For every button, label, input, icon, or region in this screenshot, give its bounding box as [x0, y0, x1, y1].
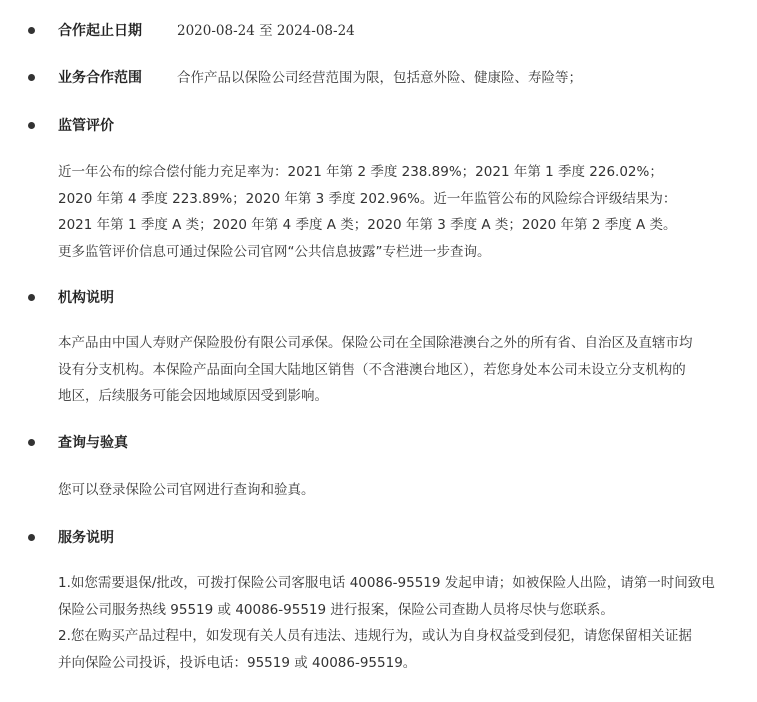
- query-verification-text: [58, 477, 728, 504]
- section-label: 监管评价: [58, 118, 114, 134]
- regulatory-evaluation-text: [58, 159, 728, 265]
- paragraph-line: 并向保险公司投诉，投诉电话：95519 或 40086-95519。: [58, 654, 417, 671]
- section-label: 查询与验真: [58, 435, 128, 451]
- bullet-icon: [28, 122, 35, 129]
- paragraph-line: 2021 年第 1 季度 A 类；2020 年第 4 季度 A 类；2020 年第 3 季度 A 类；2020 年第 2 季度 A 类。: [58, 217, 677, 233]
- service-info-text: [58, 570, 728, 676]
- bullet-icon: [28, 439, 35, 446]
- institution-info-text: [58, 330, 728, 410]
- paragraph-line: 2020 年第 4 季度 223.89%；2020 年第 3 季度 202.96%。近一年监管公布的风险综合评级结果为：: [58, 190, 677, 207]
- section-label: 机构说明: [58, 290, 114, 306]
- bullet-icon: [28, 74, 35, 81]
- business-scope-value: 合作产品以保险公司经营范围为限，包括意外险、健康险、寿险等；: [177, 70, 582, 86]
- paragraph-line: 保险公司服务热线 95519 或 40086-95519 进行报案，保险公司查勘人员将尽快与您联系。: [58, 601, 614, 618]
- section-label: 业务合作范围: [58, 70, 142, 86]
- paragraph-line: 近一年公布的综合偿付能力充足率为：2021 年第 2 季度 238.89%；2021 年第 1 季度 226.02%；: [58, 164, 663, 180]
- section-label: 服务说明: [58, 530, 114, 546]
- paragraph-line: 地区，后续服务可能会因地域原因受到影响。: [58, 388, 328, 404]
- paragraph-line: 设有分支机构。本保险产品面向全国大陆地区销售（不含港澳台地区），若您身处本公司未设立分支机构的: [58, 361, 686, 378]
- cooperation-period-value: 2020-08-24 至 2024-08-24: [177, 23, 355, 39]
- paragraph-line: 本产品由中国人寿财产保险股份有限公司承保。保险公司在全国除港澳台之外的所有省、自治区及直辖市均: [58, 335, 693, 351]
- paragraph-line: 更多监管评价信息可通过保险公司官网“公共信息披露”专栏进一步查询。: [58, 243, 491, 260]
- bullet-icon: [28, 294, 35, 301]
- section-label: 合作起止日期: [58, 23, 142, 39]
- bullet-icon: [28, 27, 35, 34]
- paragraph-line: 2.您在购买产品过程中，如发现有关人员有违法、违规行为，或认为自身权益受到侵犯，请您保留相关证据: [58, 628, 692, 644]
- bullet-icon: [28, 534, 35, 541]
- paragraph-line: 您可以登录保险公司官网进行查询和验真。: [58, 482, 315, 498]
- paragraph-line: 1.如您需要退保/批改，可拨打保险公司客服电话 40086-95519 发起申请；如被保险人出险，请第一时间致电: [58, 575, 715, 591]
